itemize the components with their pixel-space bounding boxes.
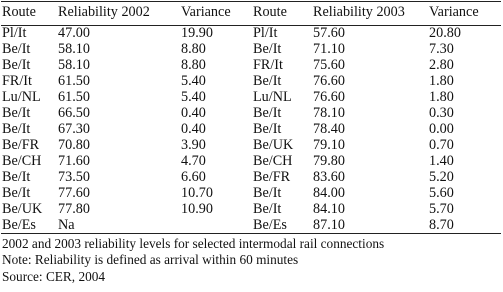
cell-variance-2002: 19.90 [181, 25, 213, 41]
cell-variance-2003: 0.30 [429, 105, 454, 121]
table-bottom-rule [1, 233, 501, 234]
cell-reliability-2002: Na [58, 217, 75, 233]
cell-route-2003: Be/UK [253, 137, 294, 153]
cell-variance-2002: 0.40 [181, 105, 206, 121]
table-note: Note: Reliability is defined as arrival within 60 minutes [2, 252, 299, 268]
cell-variance-2003: 5.70 [429, 201, 454, 217]
column-header-route-2003: Route [253, 4, 287, 20]
cell-reliability-2003: 79.10 [313, 137, 345, 153]
cell-variance-2003: 1.40 [429, 153, 454, 169]
cell-reliability-2003: 79.80 [313, 153, 345, 169]
table-notes [2, 236, 384, 285]
cell-variance-2003: 8.70 [429, 217, 454, 233]
cell-reliability-2002: 61.50 [58, 89, 90, 105]
cell-variance-2002: 8.80 [181, 57, 206, 73]
table-row [2, 153, 499, 169]
cell-reliability-2002: 73.50 [58, 169, 90, 185]
table-row [2, 169, 499, 185]
cell-route-2003: Be/It [253, 73, 282, 89]
cell-variance-2003: 20.80 [429, 25, 461, 41]
cell-route-2003: Lu/NL [253, 89, 292, 105]
cell-route-2002: Be/UK [2, 201, 43, 217]
cell-reliability-2002: 61.50 [58, 73, 90, 89]
cell-reliability-2002: 67.30 [58, 121, 90, 137]
table-row [2, 41, 499, 57]
cell-variance-2003: 5.60 [429, 185, 454, 201]
column-header-route-2002: Route [2, 4, 36, 20]
cell-reliability-2003: 75.60 [313, 57, 345, 73]
table-row [2, 89, 499, 105]
cell-variance-2003: 7.30 [429, 41, 454, 57]
cell-reliability-2002: 47.00 [58, 25, 90, 41]
table-row [2, 24, 499, 41]
cell-variance-2003: 1.80 [429, 73, 454, 89]
cell-route-2002: Be/FR [2, 137, 40, 153]
cell-reliability-2002: 66.50 [58, 105, 90, 121]
table-top-rule [1, 1, 501, 2]
table-body [2, 24, 499, 233]
cell-route-2002: Be/CH [2, 153, 42, 169]
cell-reliability-2002: 77.60 [58, 185, 90, 201]
column-header-reliability-2003: Reliability 2003 [313, 4, 405, 20]
cell-reliability-2003: 57.60 [313, 25, 345, 41]
table-row [2, 105, 499, 121]
cell-reliability-2003: 83.60 [313, 169, 345, 185]
cell-route-2003: Be/It [253, 121, 282, 137]
cell-reliability-2003: 76.60 [313, 73, 345, 89]
cell-route-2002: Be/It [2, 41, 31, 57]
cell-variance-2002: 0.40 [181, 121, 206, 137]
cell-reliability-2002: 58.10 [58, 41, 90, 57]
cell-route-2003: FR/It [253, 57, 283, 73]
table-row [2, 73, 499, 89]
table-header-row [2, 4, 499, 24]
cell-reliability-2003: 84.10 [313, 201, 345, 217]
cell-route-2002: Be/It [2, 57, 31, 73]
table-row [2, 217, 499, 233]
table-caption: 2002 and 2003 reliability levels for selected intermodal rail connections [2, 236, 385, 251]
table-row [2, 201, 499, 217]
cell-route-2003: Be/It [253, 201, 282, 217]
cell-route-2003: Be/It [253, 105, 282, 121]
cell-variance-2003: 0.70 [429, 137, 454, 153]
cell-reliability-2002: 58.10 [58, 57, 90, 73]
cell-reliability-2003: 78.40 [313, 121, 345, 137]
cell-reliability-2003: 71.10 [313, 41, 345, 57]
cell-variance-2002: 5.40 [181, 89, 206, 105]
cell-reliability-2002: 77.80 [58, 201, 90, 217]
cell-route-2002: Be/It [2, 121, 31, 137]
column-header-variance-2003: Variance [429, 4, 479, 20]
cell-reliability-2002: 70.80 [58, 137, 90, 153]
reliability-table [2, 4, 499, 233]
cell-variance-2003: 2.80 [429, 57, 454, 73]
table-source: Source: CER, 2004 [2, 268, 106, 284]
cell-reliability-2003: 84.00 [313, 185, 345, 201]
table-row [2, 121, 499, 137]
cell-reliability-2003: 87.10 [313, 217, 345, 233]
cell-route-2002: Be/Es [2, 217, 36, 233]
column-header-reliability-2002: Reliability 2002 [58, 4, 150, 20]
cell-variance-2002: 6.60 [181, 169, 206, 185]
cell-route-2002: Lu/NL [2, 89, 41, 105]
cell-route-2003: Be/It [253, 185, 282, 201]
cell-route-2002: FR/It [2, 73, 32, 89]
cell-variance-2002: 10.70 [181, 185, 213, 201]
cell-route-2003: Be/Es [253, 217, 287, 233]
cell-variance-2002: 4.70 [181, 153, 206, 169]
cell-route-2002: Pl/It [2, 25, 27, 41]
cell-route-2002: Be/It [2, 105, 31, 121]
table-row [2, 137, 499, 153]
cell-route-2003: Pl/It [253, 25, 278, 41]
cell-variance-2003: 5.20 [429, 169, 454, 185]
cell-route-2002: Be/It [2, 185, 31, 201]
cell-variance-2003: 0.00 [429, 121, 454, 137]
cell-variance-2002: 5.40 [181, 73, 206, 89]
cell-reliability-2003: 78.10 [313, 105, 345, 121]
table-row [2, 185, 499, 201]
cell-variance-2002: 10.90 [181, 201, 213, 217]
cell-route-2002: Be/It [2, 169, 31, 185]
cell-variance-2003: 1.80 [429, 89, 454, 105]
cell-reliability-2003: 76.60 [313, 89, 345, 105]
column-header-variance-2002: Variance [181, 4, 231, 20]
cell-variance-2002: 3.90 [181, 137, 206, 153]
cell-variance-2002 [181, 217, 253, 233]
cell-variance-2002: 8.80 [181, 41, 206, 57]
cell-route-2003: Be/FR [253, 169, 291, 185]
cell-route-2003: Be/It [253, 41, 282, 57]
cell-reliability-2002: 71.60 [58, 153, 90, 169]
table-row [2, 57, 499, 73]
cell-route-2003: Be/CH [253, 153, 293, 169]
